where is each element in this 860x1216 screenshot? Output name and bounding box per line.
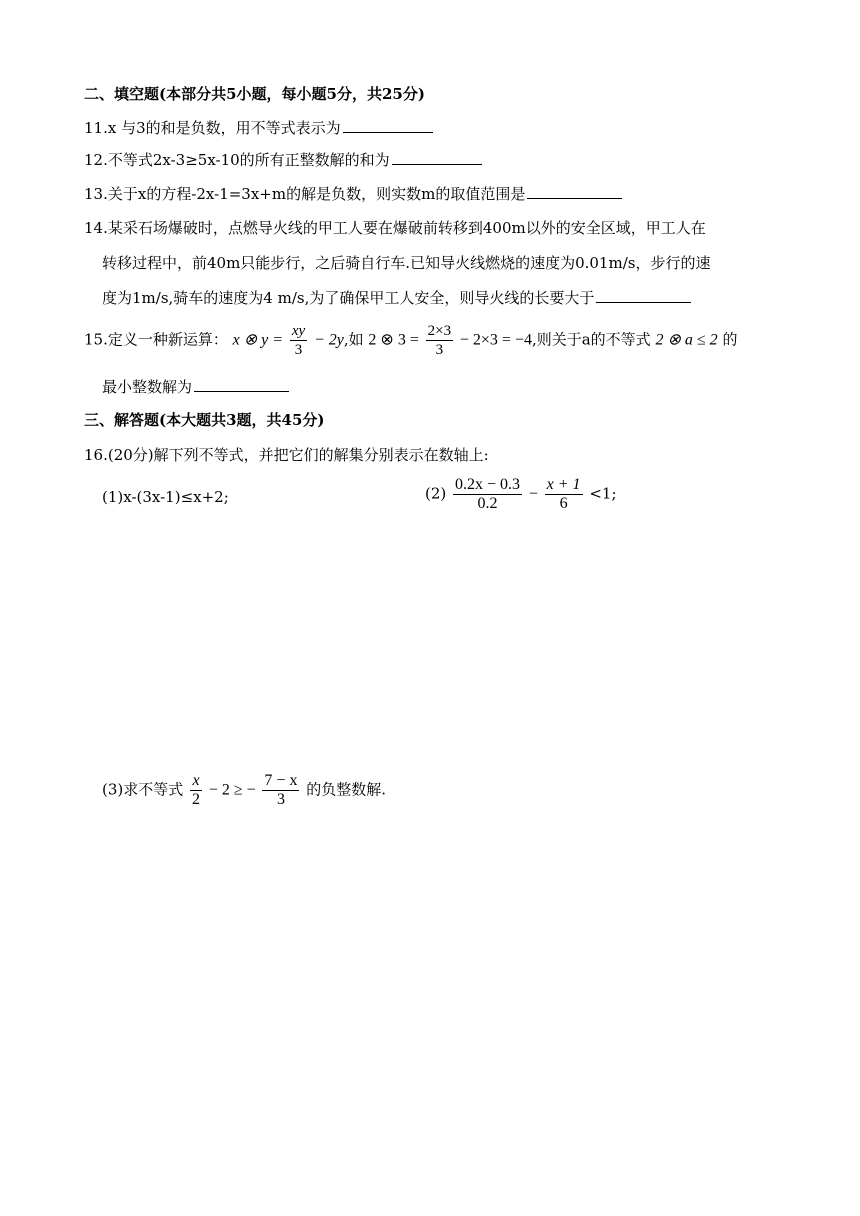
q15-prefix: 15.定义一种新运算： [84,330,228,349]
q15-op-lhs: x ⊗ y = [232,331,284,349]
q15-tail-end: 的 [722,330,738,349]
q16-p3-tail: 的负整数解. [306,780,387,799]
q16-p3-f2-num: 7 − x [264,772,298,789]
q16-p2-f1-num: 0.2x − 0.3 [455,476,521,493]
q15-f1-den: 3 [294,342,303,358]
question-14-line3 [102,288,691,308]
q16-p3-fraction-2 [262,772,299,809]
answer-blank-15[interactable] [194,377,289,392]
q15-ex-rhs: − 2×3 = −4 [459,331,532,349]
q15-fraction-xy-over-3 [290,322,307,359]
q15-fraction-2x3-over-3 [426,322,453,359]
q15-f2-den: 3 [435,342,444,358]
q16-p3-mid: − 2 ≥ − [208,781,256,799]
q16-p3-f2-den: 3 [276,791,285,808]
q16-p2-f2-num: x + 1 [546,476,581,493]
q11-text: 11.x 与3的和是负数，用不等式表示为 [84,119,341,137]
question-15-line1 [84,322,737,359]
question-12 [84,150,482,170]
q16-p2-f2-den: 6 [559,495,568,512]
q16-stem: 16.(20分)解下列不等式，并把它们的解集分别表示在数轴上: [84,446,489,464]
q15-ex-lhs: 2 ⊗ 3 = [368,331,419,349]
section2-heading: 二、填空题(本部分共5小题，每小题5分，共25分) [84,85,425,103]
answer-blank-14[interactable] [596,288,691,303]
q16-part1: (1)x-(3x-1)≤x+2; [102,488,229,506]
q16-p2-minus: − [528,485,538,503]
answer-blank-11[interactable] [343,118,433,133]
q16-p2-fraction-2 [545,476,583,513]
q16-part3 [102,772,386,809]
section3-heading: 三、解答题(本大题共3题，共45分) [84,411,325,429]
q15-op-rhs: − 2y [313,331,344,349]
question-15-line2 [102,377,289,397]
q15-f2-num: 2×3 [427,323,452,339]
q15-example-intro: ,如 [343,330,364,349]
q16-part2 [425,476,617,513]
q14-line1: 14.某采石场爆破时，点燃导火线的甲工人要在爆破前转移到400m以外的安全区域，甲工人在 [84,219,706,237]
q12-text: 12.不等式2x-3≥5x-10的所有正整数解的和为 [84,151,390,169]
answer-blank-12[interactable] [392,150,482,165]
q16-p3-label: (3)求不等式 [102,780,184,799]
answer-blank-13[interactable] [527,184,622,199]
q14-line3-text: 度为1m/s,骑车的速度为4 m/s,为了确保甲工人安全，则导火线的长要大于 [102,289,595,307]
q16-p3-f1-num: x [192,772,200,789]
q16-p3-fraction-1 [190,772,202,809]
q16-p2-f1-den: 0.2 [477,495,498,512]
q15-tail-text: ,则关于a的不等式 [531,330,651,349]
q15-f1-num: xy [291,323,306,339]
question-13 [84,184,622,204]
q14-line2: 转移过程中，前40m只能步行，之后骑自行车.已知导火线燃烧的速度为0.01m/s，步行的速 [102,254,711,272]
q16-p2-label: (2) [425,484,447,503]
q13-text: 13.关于x的方程-2x-1=3x+m的解是负数，则实数m的取值范围是 [84,185,526,203]
q15-line2-text: 最小整数解为 [102,378,193,396]
q16-p2-fraction-1 [453,476,522,513]
q16-p3-f1-den: 2 [192,791,201,808]
q15-ineq: 2 ⊗ a ≤ 2 [655,331,718,349]
question-11 [84,118,433,138]
q16-p2-tail: <1; [589,484,617,503]
